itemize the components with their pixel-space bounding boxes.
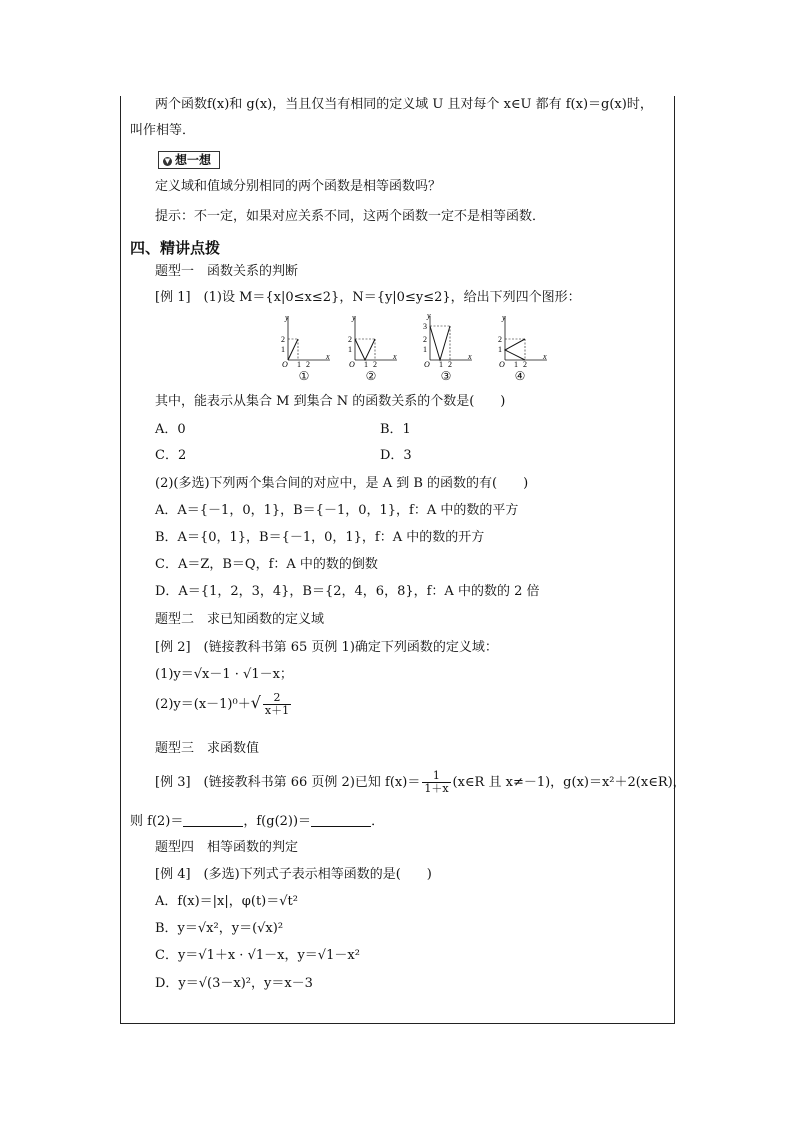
graph-2	[345, 312, 400, 370]
svg-text:2: 2	[498, 335, 502, 344]
type2-title: 题型二 求已知函数的定义域	[155, 612, 325, 627]
svg-text:1: 1	[439, 360, 443, 369]
example-3-line	[155, 770, 686, 795]
chevron-down-icon: ▼	[164, 157, 171, 165]
fraction-numerator: 1	[422, 770, 450, 783]
formula-2-fraction	[263, 692, 291, 717]
fraction-numerator: 2	[263, 692, 291, 705]
example-2-formula-1: (1)y＝√x－1 · √1－x；	[155, 667, 293, 682]
option-a: A．0	[155, 422, 186, 437]
svg-text:1: 1	[348, 345, 352, 354]
svg-text:x: x	[468, 352, 472, 361]
graph-1-label: ①	[298, 369, 310, 383]
fraction-denominator: 1＋x	[424, 782, 449, 795]
graph-1	[278, 312, 333, 370]
svg-text:x: x	[393, 352, 397, 361]
intro-line-1: 两个函数f(x)和 g(x)，当且仅当有相同的定义域 U 且对每个 x∈U 都有 f(x)＝g(x)时，	[155, 97, 653, 112]
option-b: B．1	[380, 422, 411, 437]
part-2-option-b: B．A＝{0，1}，B＝{－1，0，1}，f：A 中的数的开方	[155, 530, 485, 545]
part-2-option-d: D．A＝{1，2，3，4}，B＝{2，4，6，8}，f：A 中的数的 2 倍	[155, 584, 540, 599]
svg-text:2: 2	[523, 360, 527, 369]
fraction-denominator: x＋1	[264, 704, 290, 717]
svg-text:1: 1	[423, 345, 427, 354]
think-question: 定义域和值域分别相同的两个函数是相等函数吗？	[155, 179, 442, 194]
formula-2-prefix: (2)y＝(x－1)⁰＋	[155, 697, 251, 712]
svg-text:y: y	[285, 313, 289, 322]
svg-text:1: 1	[514, 360, 518, 369]
answer-blank-2[interactable]	[311, 814, 371, 827]
part-2-option-a: A．A＝{－1，0，1}，B＝{－1，0，1}，f：A 中的数的平方	[155, 503, 519, 518]
svg-text:1: 1	[281, 345, 285, 354]
example-2-line: [例 2] (链接教科书第 65 页例 1)确定下列函数的定义域：	[155, 640, 498, 655]
svg-text:2: 2	[306, 360, 310, 369]
svg-text:1: 1	[297, 360, 301, 369]
example-3-fraction	[422, 770, 450, 795]
answer-blank-1[interactable]	[183, 814, 243, 827]
think-badge-label: 想一想	[175, 153, 212, 167]
svg-text:1: 1	[364, 360, 368, 369]
svg-text:2: 2	[348, 335, 352, 344]
svg-text:O: O	[424, 360, 430, 369]
graph-4	[495, 312, 550, 370]
example-1-part-2: (2)(多选)下列两个集合间的对应中，是 A 到 B 的函数的有( )	[155, 476, 529, 491]
graph-2-label: ②	[365, 369, 377, 383]
example-4-option-b: B．y＝√x²，y＝(√x)²	[155, 921, 284, 936]
svg-text:O: O	[499, 360, 505, 369]
svg-text:2: 2	[448, 360, 452, 369]
svg-text:2: 2	[281, 335, 285, 344]
part-2-option-c: C．A＝Z，B＝Q，f：A 中的数的倒数	[155, 557, 378, 572]
graph-4-label: ④	[514, 369, 526, 383]
example-3-answer-line	[130, 813, 384, 831]
answer-end: ．	[371, 814, 385, 829]
example-1-line: [例 1] (1)设 M＝{x|0≤x≤2}，N＝{y|0≤y≤2}，给出下列四个图形：	[155, 290, 581, 305]
example-3-prefix: [例 3] (链接教科书第 66 页例 2)已知 f(x)＝	[155, 775, 421, 790]
example-3-suffix: (x∈R 且 x≠－1)，g(x)＝x²＋2(x∈R)，	[452, 775, 686, 790]
example-1-question: 其中，能表示从集合 M 到集合 N 的函数关系的个数是( )	[155, 394, 506, 409]
think-hint: 提示：不一定，如果对应关系不同，这两个函数一定不是相等函数．	[155, 209, 546, 224]
option-d: D．3	[380, 448, 412, 463]
svg-text:1: 1	[498, 345, 502, 354]
svg-text:O: O	[349, 360, 355, 369]
section-title: 四、精讲点拨	[130, 239, 221, 257]
svg-text:y: y	[427, 312, 431, 320]
type3-title: 题型三 求函数值	[155, 741, 260, 756]
graph-3	[420, 312, 475, 370]
svg-text:y: y	[352, 313, 356, 322]
type4-title: 题型四 相等函数的判定	[155, 840, 299, 855]
example-4-option-a: A．f(x)＝|x|，φ(t)＝√t²	[155, 894, 298, 909]
svg-text:2: 2	[423, 335, 427, 344]
svg-text:3: 3	[423, 322, 427, 331]
svg-text:2: 2	[373, 360, 377, 369]
svg-text:y: y	[502, 313, 506, 322]
option-c: C．2	[155, 448, 187, 463]
example-2-formula-2	[155, 692, 293, 717]
svg-text:x: x	[543, 352, 547, 361]
svg-text:x: x	[326, 352, 330, 361]
sqrt-sign: √	[250, 693, 261, 712]
intro-line-2: 叫作相等．	[130, 123, 196, 138]
svg-text:O: O	[282, 360, 288, 369]
example-4-line: [例 4] (多选)下列式子表示相等函数的是( )	[155, 867, 432, 882]
example-4-option-c: C．y＝√1＋x · √1－x，y＝√1－x²	[155, 948, 360, 963]
answer-label-1: 则 f(2)＝	[130, 814, 184, 829]
answer-label-2: ，f(g(2))＝	[243, 814, 312, 829]
type1-title: 题型一 函数关系的判断	[155, 264, 299, 279]
think-badge	[158, 151, 220, 169]
example-4-option-d: D．y＝√(3－x)²，y＝x－3	[155, 976, 313, 991]
graph-3-label: ③	[440, 369, 452, 383]
